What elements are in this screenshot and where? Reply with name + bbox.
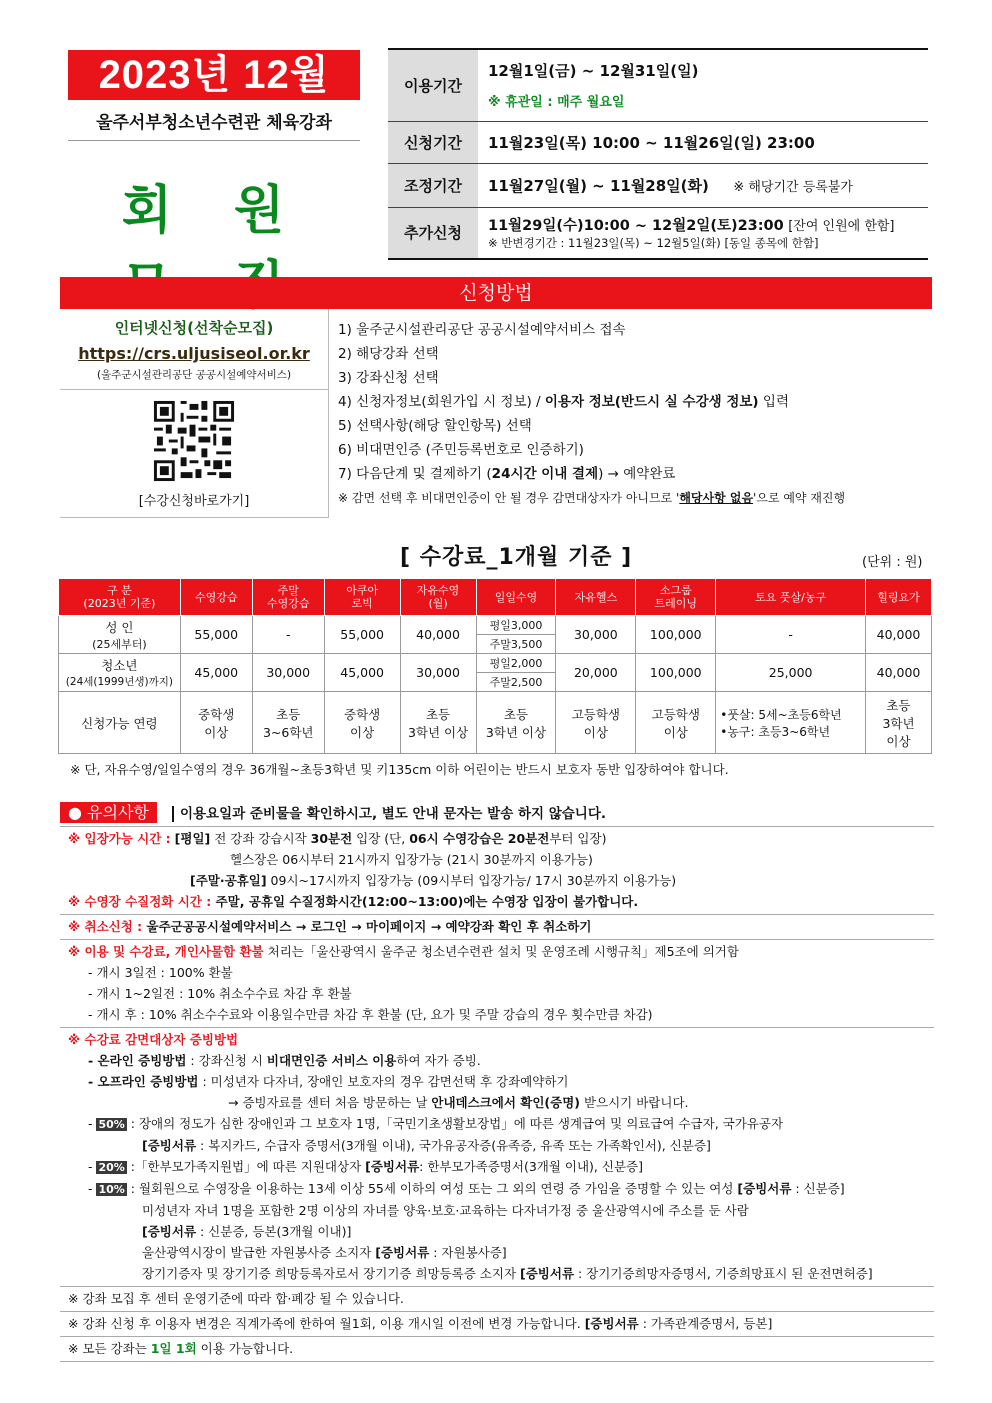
service-name: (울주군시설관리공단 공공시설예약서비스) [96, 369, 292, 381]
fee-cell: 40,000 [866, 616, 932, 654]
discount-badge: 50% [98, 1118, 125, 1131]
period-label: 추가신청 [388, 207, 478, 259]
period-label: 신청기간 [388, 121, 478, 163]
caution-emphasis: 06시 수영강습은 20분전 [409, 831, 550, 846]
age-cell: 고등학생 이상 [636, 692, 716, 754]
period-subnote: ※ 반변경기간 : 11월23일(목) ~ 12월5일(화) [동일 종목에 한함] [488, 236, 819, 251]
caution-text: ※ 강좌 신청 후 이용자 변경은 직계가족에 한하여 월1회, 이용 개시일 이전에 변경 가능합니다. [68, 1316, 585, 1331]
refund-item: - 개시 1~2일전 : 10% 취소수수료 차감 후 환불 [88, 986, 352, 1001]
note-text: ※ 감면 선택 후 비대면인증이 안 될 경우 감면대상자가 아니므로 ' [338, 491, 680, 505]
fee-cell: 평일2,000 [476, 654, 556, 673]
fee-cell: 평일3,000 [476, 616, 556, 635]
caution-label: ※ 입장가능 시간 : [68, 831, 171, 846]
caution-text: 처리는「울산광역시 울주군 청소년수련관 설치 및 운영조례 시행규칙」제5조에 의거함 [263, 944, 739, 959]
fee-cell: 100,000 [636, 654, 716, 692]
step-text: 입력 [758, 394, 789, 410]
fee-unit: (단위 : 원) [862, 555, 923, 570]
center-subtitle: 울주서부청소년수련관 체육강좌 [96, 113, 332, 133]
caution-text: 입장 (단, [352, 831, 410, 846]
step-emphasis: 24시간 이내 결제 [491, 466, 599, 482]
refund-item: - 개시 후 : 10% 취소수수료와 이용일수만큼 차감 후 환불 (단, 요가 및 주말 강습의 경우 횟수만큼 차감) [88, 1007, 653, 1022]
fee-header: 자유수영 (월) [400, 579, 476, 616]
fee-cell: 100,000 [636, 616, 716, 654]
caution-text: 09시~17시까지 입장가능 (09시부터 입장가능/ 17시 30분까지 이용가능) [266, 873, 677, 888]
caution-text: 부터 입장) [549, 831, 607, 846]
docs-label: [증빙서류 [375, 1245, 430, 1260]
method-label: - 오프라인 증빙방법 [88, 1074, 199, 1089]
apply-step: 1) 울주군시설관리공단 공공시설예약서비스 접속 [338, 322, 626, 338]
caution-text: 전 강좌 강습시작 [210, 831, 311, 846]
period-line: 11월29일(수)10:00 ~ 12월2일(토)23:00 [488, 218, 784, 235]
caution-text: 울산광역시장이 발급한 자원봉사증 소지자 [142, 1245, 376, 1260]
discount-badge: 10% [98, 1183, 125, 1196]
footnote [60, 1336, 934, 1362]
fee-cell: 30,000 [252, 654, 324, 692]
caution-text: :「한부모가족지원법」에 따른 지원대상자 [126, 1159, 366, 1174]
apply-step: 5) 선택사항(해당 할인항목) 선택 [338, 418, 532, 434]
fee-cell: - [716, 616, 866, 654]
fee-cell: 55,000 [324, 616, 400, 654]
refund-item: - 개시 3일전 : 100% 환불 [88, 965, 233, 980]
step-text: 4) 신청자정보(회원가입 시 정보) / [338, 394, 545, 410]
caution-text: : 장애의 정도가 심한 장애인과 그 보호자 1명,「국민기초생활보장법」에 따른 생계급여 및 의료급여 수급자, 국가유공자 [126, 1116, 784, 1131]
step-text: ) → 예약완료 [598, 466, 676, 482]
step-emphasis: 이용자 정보(반드시 실 수강생 정보) [544, 394, 759, 410]
age-cell: 초등 3학년 이상 [400, 692, 476, 754]
method-label: - 온라인 증빙방법 [88, 1053, 187, 1068]
fee-header: 일일수영 [476, 579, 556, 616]
fee-header: 수영강습 [180, 579, 252, 616]
period-note: ※ 해당기간 등록불가 [733, 179, 853, 195]
apply-step [338, 462, 938, 486]
row-label-age: 신청가능 연령 [59, 692, 181, 754]
fee-header: 아쿠아 로빅 [324, 579, 400, 616]
caution-text: : 신분증] [791, 1181, 845, 1196]
period-line: 12월1일(금) ~ 12월31일(일) [488, 62, 699, 81]
caution-label: ※ 수영장 수질정화 시간 : [68, 894, 212, 909]
age-cell: 초등 3~6학년 [252, 692, 324, 754]
fee-cell: 45,000 [324, 654, 400, 692]
caution-text: : 신분증, 등본(3개월 이내)] [196, 1224, 352, 1239]
note-emphasis: 해당사항 없음 [679, 491, 754, 505]
row-sublabel: (24세(1999년생)까지) [65, 676, 173, 688]
fee-header: 구 분 (2023년 기준) [59, 579, 181, 616]
cancel-section [60, 914, 934, 939]
apply-step: 3) 강좌신청 선택 [338, 370, 439, 386]
docs-label: [증빙서류 [142, 1138, 197, 1153]
closed-day-note: ※ 휴관일 : 매주 월요일 [488, 95, 625, 111]
fee-cell: 30,000 [400, 654, 476, 692]
divider [68, 140, 360, 141]
docs-label: [증빙서류 [520, 1266, 575, 1281]
fee-cell: 45,000 [180, 654, 252, 692]
fee-table [58, 578, 932, 754]
caution-text: : 복지카드, 수급자 증명서(3개월 이내), 국가유공자증(유족증, 유족 또는 가족확인서), 신분증] [196, 1138, 711, 1153]
footnote: ※ 강좌 모집 후 센터 운영기준에 따라 합·폐강 될 수 있습니다. [60, 1286, 934, 1311]
tag: [주말·공휴일] [190, 873, 267, 888]
age-cell: 중학생 이상 [180, 692, 252, 754]
step-text: 7) 다음단계 및 결제하기 ( [338, 466, 492, 482]
period-value [478, 207, 928, 259]
reduction-section: ※ 수강료 감면대상자 증빙방법 - 온라인 증빙방법 : 강좌신청 시 비대면인증 서비스 이용하여 자가 증빙. - 오프라인 증빙방법 : 미성년자 다자녀, 장애인 보호자의 경우 감면선택 후 강좌예약하기 → 증빙자료를 센터 처음 방문하는 날 안내데스크에서 확인(증명) 받으시기 바랍니다. - 50% : 장애의 정도가 심한 장애인과 그 보호자 1명,「국민기초생활보장법」에 따른 생계급여 및 의료급여 수급자, 국가유공자 [증빙서류 : 복지카드, 수급자 증명서(3개월 이내), 국가유공자증(유족증, 유족 또는 가족확인서), 신분증] - 20% :「한부모가족지원법」에 따른 지원대상자 [증빙서류: 한부모가족증명서(3개월 이내), 신분증] - 10% : 월회원으로 수영장을 이용하는 13세 이상 55세 이하의 여성 또는 그 외의 연령 증 가임을 증명할 수 있는 여성 [증빙서류 : 신분증] 미성년자 자녀 1명을 포함한 2명 이상의 자녀를 양육·보호·교육하는 다자녀가정 중 울산광역시에 주소를 둔 사람 [증빙서류 : 신분증, 등본(3개월 이내)] 울산광역시장이 발급한 자원봉사증 소지자 [증빙서류 : 자원봉사증] 장기기증자 및 장기기증 희망등록자로서 장기기증 희망등록증 소지자 [증빙서류 : 장기기증희망자증명서, 기증희망표시 된 운전면허증] [60, 1027, 934, 1286]
caution-text: 받으시기 바랍니다. [579, 1095, 689, 1110]
caution-text: 헬스장은 06시부터 21시까지 입장가능 (21시 30분까지 이용가능) [230, 852, 593, 867]
age-cell: 고등학생 이상 [556, 692, 636, 754]
docs-label: [증빙서류 [737, 1181, 792, 1196]
recruit-title: 회 원 [121, 181, 307, 241]
caution-text: : 강좌신청 시 [186, 1053, 267, 1068]
caution-header [60, 800, 934, 823]
caution-text: 이용 가능합니다. [196, 1341, 294, 1356]
caution-text: 장기기증자 및 장기기증 희망등록자로서 장기기증 희망등록증 소지자 [142, 1266, 520, 1281]
fee-header: 힐링요가 [866, 579, 932, 616]
caution-lead: 이용요일과 준비물을 확인하시고, 별도 안내 문자는 발송 하지 않습니다. [172, 806, 606, 822]
row-sublabel: (25세부터) [92, 637, 147, 651]
fee-cell: 주말3,500 [476, 635, 556, 654]
fee-header: 자유헬스 [556, 579, 636, 616]
internet-apply-title: 인터넷신청(선착순모집) [114, 319, 274, 337]
tag: [평일] [174, 831, 211, 846]
apply-step: 2) 해당강좌 선택 [338, 346, 439, 362]
docs-label: [증빙서류 [365, 1159, 420, 1174]
caution-label: ※ 수강료 감면대상자 증빙방법 [68, 1032, 239, 1047]
fee-cell: 55,000 [180, 616, 252, 654]
age-cell: 중학생 이상 [324, 692, 400, 754]
note-text: '으로 예약 재진행 [753, 491, 846, 505]
apply-step: 6) 비대면인증 (주민등록번호로 인증하기) [338, 442, 584, 458]
internet-apply-panel [60, 309, 329, 518]
caution-text: 하여 자가 증빙. [396, 1053, 481, 1068]
fee-cell: 25,000 [716, 654, 866, 692]
fee-cell: 20,000 [556, 654, 636, 692]
caution-text: → 증빙자료를 센터 처음 방문하는 날 [228, 1095, 432, 1110]
caution-text: : 월회원으로 수영장을 이용하는 13세 이상 55세 이하의 여성 또는 그 외의 연령 증 가임을 증명할 수 있는 여성 [126, 1181, 738, 1196]
footnote [60, 1311, 934, 1336]
qr-caption: [수강신청바로가기] [138, 494, 250, 509]
age-cell: 초등 3학년 이상 [866, 692, 932, 754]
fee-note: ※ 단, 자유수영/일일수영의 경우 36개월~초등3학년 및 키135cm 이하 어린이는 반드시 보호자 동반 입장하여야 합니다. [70, 762, 729, 777]
caution-emphasis: 비대면인증 서비스 이용 [266, 1053, 397, 1068]
caution-emphasis: 울주군공공시설예약서비스 → 로그인 → 마이페이지 → 예약강좌 확인 후 취소하기 [142, 919, 592, 934]
fee-title: [ 수강료_1개월 기준 ] [400, 545, 633, 570]
discount-badge: 20% [98, 1161, 125, 1174]
period-label: 이용기간 [388, 49, 478, 121]
docs-label: [증빙서류 [142, 1224, 197, 1239]
period-table [388, 48, 928, 260]
fee-cell: 40,000 [866, 654, 932, 692]
age-cell: •풋살: 5세~초등6학년 •농구: 초등3~6학년 [716, 692, 866, 754]
apply-steps [338, 318, 938, 510]
caution-label: ※ 취소신청 : [68, 919, 143, 934]
apply-url-link[interactable]: https://crs.uljusiseol.or.kr [78, 344, 310, 363]
docs-label: [증빙서류 [584, 1316, 639, 1331]
row-label: 청소년 [101, 658, 138, 673]
fee-cell: 주말2,500 [476, 673, 556, 692]
period-line: 11월27일(월) ~ 11월28일(화) [488, 176, 709, 195]
fee-header: 주말 수영강습 [252, 579, 324, 616]
entry-time-section [60, 826, 934, 914]
apply-note [338, 486, 938, 510]
caution-text: : 장기기증희망자증명서, 기증희망표시 된 운전면허증] [574, 1266, 873, 1281]
caution-text: : 가족관계증명서, 등본] [638, 1316, 773, 1331]
caution-list [60, 826, 934, 1362]
row-label: 성 인 [105, 619, 134, 635]
apply-method-heading: 신청방법 [60, 277, 932, 309]
age-cell: 초등 3학년 이상 [476, 692, 556, 754]
fee-header: 소그룹 트레이닝 [636, 579, 716, 616]
fee-cell: 30,000 [556, 616, 636, 654]
caution-text: : 미성년자 다자녀, 장애인 보호자의 경우 감면선택 후 강좌예약하기 [198, 1074, 569, 1089]
period-note: [잔여 인원에 한함] [788, 219, 895, 235]
row-label-youth [59, 654, 181, 692]
qr-code-icon[interactable] [151, 398, 237, 484]
caution-emphasis: 1일 1회 [150, 1341, 197, 1356]
caution-emphasis: 30분전 [310, 831, 353, 846]
period-label: 조정기간 [388, 163, 478, 207]
caution-badge: ● 유의사항 [60, 802, 157, 823]
period-value [478, 163, 928, 207]
caution-label: ※ 이용 및 수강료, 개인사물함 환불 [68, 944, 264, 959]
row-label-adult [59, 616, 181, 654]
caution-text: ※ 모든 강좌는 [68, 1341, 151, 1356]
caution-emphasis: 주말, 공휴일 수질정화시간(12:00~13:00)에는 수영장 입장이 불가합니다. [211, 894, 639, 909]
period-value: 11월23일(목) 10:00 ~ 11월26일(일) 23:00 [478, 121, 928, 163]
year-month-banner: 2023년 12월 [68, 50, 360, 100]
caution-text: 미성년자 자녀 1명을 포함한 2명 이상의 자녀를 양육·보호·교육하는 다자녀가정 중 울산광역시에 주소를 둔 사람 [142, 1203, 749, 1218]
apply-step [338, 390, 938, 414]
caution-emphasis: 안내데스크에서 확인(증명) [431, 1095, 580, 1110]
caution-text: : 한부모가족증명서(3개월 이내), 신분증] [419, 1159, 643, 1174]
fee-header: 토요 풋살/농구 [716, 579, 866, 616]
caution-text: : 자원봉사증] [429, 1245, 507, 1260]
period-value [478, 49, 928, 121]
fee-cell: - [252, 616, 324, 654]
fee-cell: 40,000 [400, 616, 476, 654]
refund-section [60, 939, 934, 1027]
